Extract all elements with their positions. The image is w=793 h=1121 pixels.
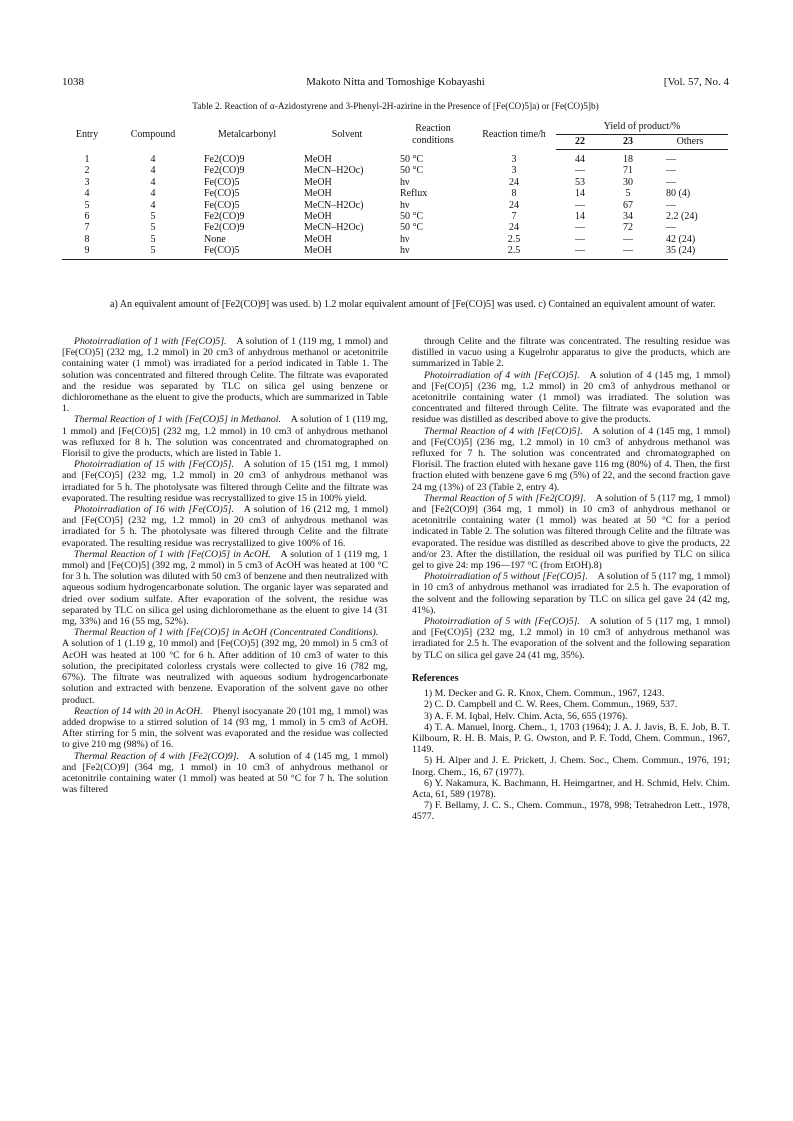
right-column	[412, 336, 730, 823]
cell-metal: Fe(CO)5	[204, 188, 240, 200]
cell-time: 24	[509, 222, 519, 234]
cell-compound: 5	[150, 211, 156, 223]
paragraph	[412, 493, 730, 571]
paragraph-title: Photoirradiation of 16 with [Fe(CO)5].	[74, 504, 234, 516]
cell-entry: 1	[84, 153, 90, 165]
cell-metal: Fe(CO)5	[194, 245, 300, 259]
cell-cond: hν	[394, 245, 472, 259]
table-footnote: a) An equivalent amount of [Fe2(CO)9] was used. b) 1.2 molar equivalent amount of [Fe(CO)5] was used. c) Contained an equivalent amount of water.	[110, 299, 716, 310]
cell-entry: 9	[62, 245, 112, 259]
cell-compound: 5	[150, 222, 156, 234]
cell-compound: 4	[150, 153, 156, 165]
cell-metal: Fe2(CO)9	[204, 222, 245, 234]
paragraph-text: A solution of 1 (1.19 g, 10 mmol) and [Fe(CO)5] (392 mg, 20 mmol) in 5 cm3 of AcOH was heated at 100 °C for 6 h. After addition of 10 cm3 of water to this solution, the precipitated colorless crystals were collected to give 16 (782 mg, 67%). The filtrate was neutralized with aqueous sodium hydrogencarbonate solution and extracted with benzene. Evaporation of the solvent gave no other product.	[62, 638, 388, 706]
paragraph-title: Thermal Reaction of 4 with [Fe(CO)5].	[424, 425, 583, 437]
cell-y23: 30	[623, 176, 633, 188]
cell-cond: hν	[400, 233, 410, 245]
cell-y22: —	[575, 233, 585, 245]
cell-compound: 4	[150, 188, 156, 200]
cell-y23: 5	[625, 188, 631, 200]
cell-solvent: MeOH	[304, 233, 332, 245]
cell-cond: 50 °C	[400, 153, 424, 165]
paragraph-text: A solution of 16 (212 mg, 1 mmol) and [Fe(CO)5] (232 mg, 1.2 mmol) in 20 cm3 of anhydrous methanol was irradiated for 5 h. The photolysate was filtered through Celite and the filtrate evaporated. The resulting residue was recrystallized to give 100% of 16.	[62, 504, 389, 549]
left-column	[62, 336, 388, 795]
cell-others: —	[666, 176, 676, 188]
cell-entry: 7	[84, 222, 90, 234]
table-body	[62, 150, 728, 260]
paragraph	[62, 414, 388, 459]
col-compound: Compound	[130, 128, 176, 140]
table-row	[62, 234, 728, 245]
cell-others: 42 (24)	[666, 233, 696, 245]
results-table	[62, 120, 728, 260]
cell-y22: 53	[575, 176, 585, 188]
paragraph	[412, 370, 730, 426]
reference-item: 3) A. F. M. Iqbal, Helv. Chim. Acta, 56, 655 (1976).	[424, 710, 628, 722]
cell-time: 24	[509, 176, 519, 188]
cell-entry: 2	[84, 165, 90, 177]
reference-item: 7) F. Bellamy, J. C. S., Chem. Commun., 1978, 998; Tetrahedron Lett., 1978, 4577.	[412, 800, 730, 823]
cell-cond: 50 °C	[400, 165, 424, 177]
paragraph	[412, 336, 730, 370]
paragraph	[62, 751, 388, 796]
col-22: 22	[556, 135, 604, 150]
running-authors: Makoto Nitta and Tomoshige Kobayashi	[306, 76, 485, 88]
references-heading: References	[412, 672, 459, 684]
cell-solvent: MeCN–H2Oc)	[304, 165, 364, 177]
cell-metal: Fe2(CO)9	[204, 153, 245, 165]
paragraph-text: A solution of 4 (145 mg, 1 mmol) and [Fe(CO)5] (236 mg, 1.2 mmol) in 20 cm3 of anhydrous methanol or acetonitrile containing water (1 mmol) was irradiated. The solution was concentrated and filtered through Celite. The filtrate was evaporated and the residue was distilled as described above to give the products.	[412, 369, 730, 426]
volume-info: [Vol. 57, No. 4	[663, 76, 729, 88]
col-time: Reaction time/h	[482, 128, 546, 140]
paragraph	[62, 504, 388, 549]
cell-cond: 50 °C	[400, 211, 424, 223]
cell-solvent: MeOH	[300, 245, 394, 259]
cell-compound: 5	[150, 233, 156, 245]
table-row	[62, 200, 728, 211]
cell-time: 3	[511, 165, 517, 177]
cell-metal: None	[204, 233, 226, 245]
paragraph	[412, 616, 730, 661]
references-section	[412, 673, 730, 823]
cell-time: 3	[511, 153, 517, 165]
paragraph-text: A solution of 4 (145 mg, 1 mmol) and [Fe(CO)5] (236 mg, 1.2 mmol) in 10 cm3 of anhydrous methanol was refluxed for 7 h. The solution was concentrated and chromatographed on Florisil. The fraction eluted with hexane gave 116 mg (80%) of 4. Then, the first fraction eluted with benzene gave 6 mg (5%) of 22, and the second fraction gave 24 mg (13%) of 23 (Table 2, entry 4).	[412, 425, 731, 493]
page-number: 1038	[62, 76, 84, 88]
cell-others: —	[666, 199, 676, 211]
cell-time: 2.5	[472, 245, 556, 259]
paragraph	[62, 549, 388, 627]
paragraph-title: Thermal Reaction of 4 with [Fe2(CO)9].	[74, 750, 239, 762]
paragraph-title: Reaction of 14 with 20 in AcOH.	[74, 705, 203, 717]
cell-y22: —	[575, 222, 585, 234]
cell-others: 2.2 (24)	[666, 211, 698, 223]
paragraph-title: Photoirradiation of 15 with [Fe(CO)5].	[74, 459, 234, 471]
cell-others: 35 (24)	[652, 245, 728, 259]
table-row	[62, 150, 728, 166]
cell-compound: 4	[150, 176, 156, 188]
reference-item: 2) C. D. Campbell and C. W. Rees, Chem. Commun., 1969, 537.	[424, 699, 678, 711]
cell-y23: 34	[623, 211, 633, 223]
cell-y23: 71	[623, 165, 633, 177]
cell-y23: 67	[623, 199, 633, 211]
paragraph-text: A solution of 5 (117 mg, 1 mmol) in 10 cm3 of anhydrous methanol was irradiated for 2.5 h. The evaporation of the solvent and the following separation by TLC on silica gel gave 24 (42 mg, 41%).	[412, 571, 730, 616]
references-list	[412, 688, 730, 822]
cell-y22: —	[575, 165, 585, 177]
reference-item: 6) Y. Nakamura, K. Bachmann, H. Heimgartner, and H. Schmid, Helv. Chim. Acta, 61, 589 (1978).	[412, 777, 730, 800]
table-row	[62, 211, 728, 222]
cell-y23: —	[604, 245, 652, 259]
cell-compound: 5	[112, 245, 194, 259]
cell-y22: 14	[575, 188, 585, 200]
paragraph	[62, 459, 388, 504]
cell-solvent: MeOH	[304, 176, 332, 188]
right-paragraphs	[412, 336, 730, 661]
cell-y22: 44	[575, 154, 585, 165]
table-row	[62, 165, 728, 176]
cell-metal: Fe(CO)5	[204, 176, 240, 188]
paragraph-text: Phenyl isocyanate 20 (101 mg, 1 mmol) was added dropwise to a stirred solution of 14 (93 mg, 1 mmol) in 5 cm3 of AcOH. After stirring for 5 min, the solvent was evaporated and the residue was collected to give 210 mg (98%) of 16.	[62, 705, 389, 751]
cell-time: 8	[511, 188, 517, 200]
reference-item: 4) T. A. Manuel, Inorg. Chem., 1, 1703 (1964); J. A. J. Javis, B. E. Job, B. T. Kilbourn, R. H. B. Mais, P. G. Owston, and P. F. Todd, Chem. Commun., 1967, 1149.	[412, 721, 730, 756]
cell-compound: 4	[150, 165, 156, 177]
cell-cond: Reflux	[400, 188, 428, 200]
paragraph-text: A solution of 5 (117 mg, 1 mmol) and [Fe2(CO)9] (364 mg, 1 mmol) in 10 cm3 of anhydrous methanol or acetonitrile containing water (1 mmol) was heated at 50 °C for a period indicated in Table 2. The solution was filtered through Celite and the filtrate was evaporated. The residue was distilled as described above to give the products, 22 and/or 23. After the distillation, the residual oil was purified by TLC on silica gel to give 24: mp 196—197 °C (from EtOH).8)	[412, 492, 730, 572]
paragraph-text: through Celite and the filtrate was concentrated. The resulting residue was distilled in vacuo using a Kugelrohr apparatus to give the products, which are summarized in Table 2.	[412, 336, 730, 370]
paragraph	[62, 627, 388, 705]
paragraph-text: A solution of 1 (119 mg, 1 mmol) and [Fe(CO)5] (232 mg, 1.2 mmol) in 20 cm3 of anhydrous methanol or acetonitrile containing water (1 mmol) was irradiated for a period indicated in Table 1. The solution was concentrated and filtered through Celite. The filtrate was evaporated and the residue was separated by TLC on silica gel using benzene or dichloromethane as the eluent to give the products, which are summarized in Table 1.	[62, 336, 388, 415]
cell-entry: 8	[84, 233, 90, 245]
cell-others: —	[666, 222, 676, 234]
table-row	[62, 188, 728, 199]
table-row	[62, 177, 728, 188]
cell-entry: 6	[84, 211, 90, 223]
paragraph	[412, 426, 730, 493]
col-entry: Entry	[75, 128, 99, 140]
cell-solvent: MeCN–H2Oc)	[304, 199, 364, 211]
paragraph-text: A solution of 15 (151 mg, 1 mmol) and [Fe(CO)5] (232 mg, 1.2 mmol) in 20 cm3 of anhydrous methanol was irradiated for 5 h. The photolysate was filtered through Celite and the filtrate was evaporated. The resulting residue was recrystallized to give 15 in 100% yield.	[62, 459, 389, 504]
cell-time: 2.5	[507, 233, 521, 245]
col-metalcarbonyl: Metalcarbonyl	[217, 128, 277, 140]
cell-y23: —	[623, 233, 633, 245]
paragraph-title: Thermal Reaction of 1 with [Fe(CO)5] in AcOH.	[74, 548, 271, 560]
cell-others: —	[666, 154, 676, 165]
table-row	[62, 245, 728, 259]
col-yield: Yield of product/%	[556, 120, 728, 135]
cell-others: —	[666, 165, 676, 177]
col-solvent: Solvent	[331, 128, 363, 140]
paragraph-title: Photoirradiation of 5 with [Fe(CO)5].	[424, 616, 580, 628]
cell-metal: Fe2(CO)9	[204, 165, 245, 177]
cell-cond: hν	[400, 176, 410, 188]
cell-solvent: MeOH	[304, 188, 332, 200]
cell-time: 7	[511, 211, 517, 223]
paragraph-title: Thermal Reaction of 5 with [Fe2(CO)9].	[424, 492, 586, 504]
paragraph-title: Thermal Reaction of 1 with [Fe(CO)5] in Methanol.	[74, 414, 281, 426]
cell-y23: 72	[623, 222, 633, 234]
paragraph-text: A solution of 1 (119 mg, 1 mmol) and [Fe(CO)5] (392 mg, 2 mmol) in 5 cm3 of AcOH was heated at 100 °C for 3 h. The solution was diluted with 50 cm3 of benzene and then neutralized with aqueous sodium hydrogencarbonate solution. The organic layer was separated and dried over sodium sulfate. After evaporation of the solvent, the residue was separated by TLC on silica gel using dichloromethane as the eluent to give 14 (31 mg, 33%) and 16 (55 mg, 52%).	[62, 548, 388, 628]
cell-entry: 4	[84, 188, 90, 200]
cell-cond: 50 °C	[400, 222, 424, 234]
reference-item: 1) M. Decker and G. R. Knox, Chem. Commun., 1967, 1243.	[424, 688, 665, 700]
cell-y22: 14	[575, 211, 585, 223]
cell-cond: hν	[400, 199, 410, 211]
paragraph-title: Photoirradiation of 5 without [Fe(CO)5].	[424, 571, 588, 583]
cell-y22: —	[556, 245, 604, 259]
cell-y23: 18	[623, 154, 633, 165]
paragraph	[412, 571, 730, 616]
paragraph	[62, 706, 388, 751]
reference-item: 5) H. Alper and J. E. Prickett, J. Chem. Soc., Chem. Commun., 1976, 191; Inorg. Chem., 16, 67 (1977).	[412, 755, 730, 778]
paragraph-title: Photoirradiation of 1 with [Fe(CO)5].	[74, 336, 227, 347]
cell-time: 24	[509, 199, 519, 211]
cell-metal: Fe(CO)5	[204, 199, 240, 211]
col-conditions: Reaction conditions	[412, 122, 454, 146]
paragraph-text: A solution of 5 (117 mg, 1 mmol) and [Fe(CO)5] (232 mg, 1.2 mmol) in 10 cm3 of anhydrous methanol was irradiated for 2.5 h. The evaporation of the solvent and the following separation by TLC on silica gel gave 24 (41 mg, 35%).	[412, 616, 730, 661]
cell-entry: 3	[84, 176, 90, 188]
cell-solvent: MeCN–H2Oc)	[304, 222, 364, 234]
paragraph-title: Thermal Reaction of 1 with [Fe(CO)5] in AcOH (Concentrated Conditions).	[74, 627, 379, 639]
paragraph-title: Photoirradiation of 4 with [Fe(CO)5].	[424, 369, 580, 381]
table-row	[62, 222, 728, 233]
cell-metal: Fe2(CO)9	[204, 211, 245, 223]
cell-others: 80 (4)	[666, 188, 691, 200]
cell-compound: 4	[150, 199, 156, 211]
running-header	[62, 76, 729, 90]
paragraph-text: A solution of 4 (145 mg, 1 mmol) and [Fe2(CO)9] (364 mg, 1 mmol) in 10 cm3 of anhydrous methanol or acetonitrile containing water (1 mmol) was heated at 50 °C for 7 h. The solution was filtered	[62, 750, 388, 796]
cell-y22: —	[575, 199, 585, 211]
cell-solvent: MeOH	[304, 211, 332, 223]
paragraph-text: A solution of 1 (119 mg, 1 mmol) and [Fe(CO)5] (232 mg, 1.2 mmol) in 10 cm3 of anhydrous methanol was refluxed for 8 h. The solution was concentrated and chromatographed on Florisil to give the products, which are listed in Table 1.	[62, 414, 388, 460]
table-caption: Table 2. Reaction of α-Azidostyrene and 3-Phenyl-2H-azirine in the Presence of [Fe(CO)5]a) or [Fe(CO)5]b)	[192, 102, 599, 112]
cell-entry: 5	[84, 199, 90, 211]
col-23: 23	[604, 135, 652, 150]
cell-solvent: MeOH	[304, 153, 332, 165]
col-others: Others	[652, 135, 728, 150]
paragraph	[62, 336, 388, 414]
